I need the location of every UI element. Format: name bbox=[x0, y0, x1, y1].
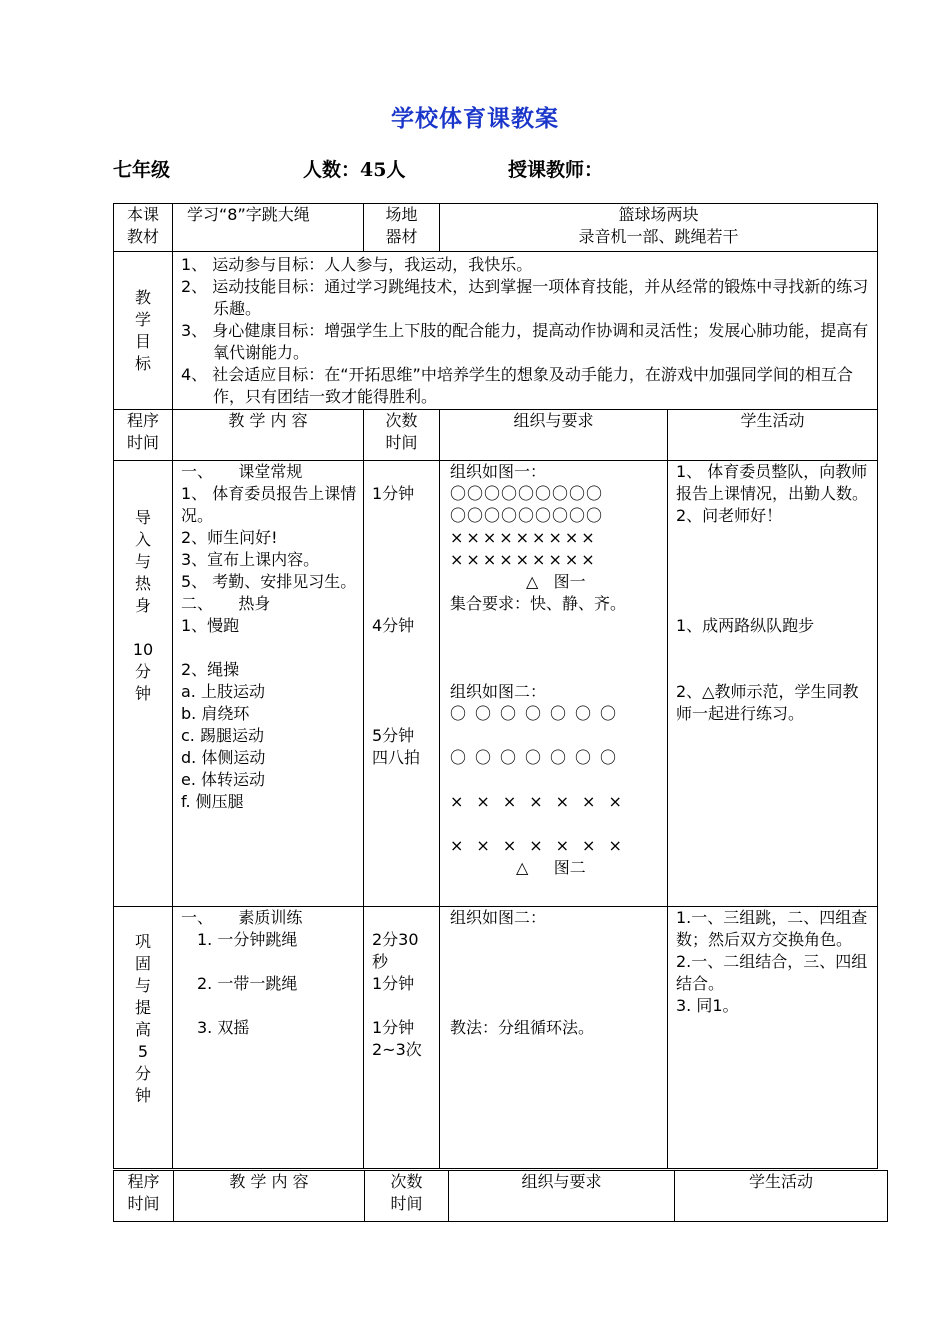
activity-item: 1.一、三组跳，二、四组查数；然后双方交换角色。 bbox=[676, 908, 868, 949]
section1-subitem: c. 踢腿运动 bbox=[181, 726, 264, 745]
page-title: 学校体育课教案 bbox=[391, 106, 559, 132]
col-header-count-text: 次数时间 bbox=[385, 411, 418, 452]
section1-time: 4分钟 bbox=[372, 616, 415, 635]
org-figure1-title: 组织如图一： bbox=[450, 462, 547, 481]
activity-item: 1、成两路纵队跑步 bbox=[676, 616, 815, 635]
org-figure1-caption: △ 图一 bbox=[526, 572, 586, 591]
venue-line-2: 录音机一部、跳绳若干 bbox=[578, 227, 739, 246]
activity-item: 2、△教师示范，学生同教师一起进行练习。 bbox=[676, 682, 859, 723]
continuation-header-table bbox=[113, 1170, 888, 1222]
section2-label-char: 与 bbox=[134, 976, 151, 995]
col-header-content: 教 学 内 容 bbox=[174, 1171, 365, 1222]
section1-subitem: a. 上肢运动 bbox=[181, 682, 265, 701]
section1-item: 2、绳操 bbox=[181, 660, 240, 679]
objective-item: 4、 社会适应目标：在“开拓思维”中培养学生的想象及动手能力，在游戏中加强同学间的相互合作，只有团结一致才能得胜利。 bbox=[181, 365, 853, 406]
section1-label-char: 分 bbox=[134, 662, 151, 681]
activity-item: 2、问老师好！ bbox=[676, 506, 783, 525]
objectives-list bbox=[173, 252, 878, 410]
objectives-label-char: 目 bbox=[134, 331, 151, 351]
section2-org bbox=[440, 907, 668, 1169]
org-figure1-row: 〇〇〇〇〇〇〇〇〇 bbox=[450, 484, 604, 503]
section1-subitem: f. 侧压腿 bbox=[181, 792, 244, 811]
section2-label-char: 5 bbox=[137, 1042, 149, 1061]
col-header-activity: 学生活动 bbox=[675, 1171, 888, 1222]
objectives-label-char: 教 bbox=[134, 287, 151, 307]
objective-item: 2、 运动技能目标：通过学习跳绳技术，达到掌握一项体育技能，并从经常的锻炼中寻找新的练习乐趣。 bbox=[181, 277, 869, 318]
section2-item: 1. 一分钟跳绳 bbox=[197, 930, 298, 949]
section1-item: 1、 体育委员报告上课情况。 bbox=[181, 484, 357, 525]
col-header-time bbox=[114, 410, 173, 461]
venue-value-cell bbox=[440, 204, 878, 252]
venue-label: 场地器材 bbox=[385, 205, 418, 246]
section2-time: 1分钟 bbox=[372, 974, 415, 993]
section1-time: 1分钟 bbox=[372, 484, 415, 503]
section1-label-char: 入 bbox=[134, 530, 151, 549]
org-figure1-row: 〇〇〇〇〇〇〇〇〇 bbox=[450, 506, 604, 525]
org-figure2-caption: △ 图二 bbox=[516, 858, 586, 877]
section1-item: 5、 考勤、安排见习生。 bbox=[181, 572, 357, 591]
section2-label-cell bbox=[114, 907, 173, 1169]
section2-label-char: 固 bbox=[134, 954, 151, 973]
activity-item: 1、 体育委员整队，向教师报告上课情况，出勤人数。 bbox=[676, 462, 869, 503]
section2-method: 教法：分组循环法。 bbox=[450, 1018, 595, 1037]
activity-item: 3. 同1。 bbox=[676, 996, 739, 1015]
objective-item: 1、 运动参与目标：人人参与，我运动，我快乐。 bbox=[181, 255, 533, 274]
org-figure2-title: 组织如图二： bbox=[450, 682, 547, 701]
col-header-time-text: 程序时间 bbox=[126, 411, 159, 452]
section2-activity bbox=[668, 907, 878, 1169]
col-header-time bbox=[114, 1171, 174, 1222]
org-figure1-row: ××××××××× bbox=[450, 550, 598, 569]
section2-item: 2. 一带一跳绳 bbox=[197, 974, 298, 993]
objective-item: 3、 身心健康目标：增强学生上下肢的配合能力，提高动作协调和灵活性；发展心肺功能，提高有氧代谢能力。 bbox=[181, 321, 869, 362]
col-header-content: 教 学 内 容 bbox=[173, 410, 364, 461]
section1-count bbox=[364, 461, 440, 907]
section2-item: 3. 双摇 bbox=[197, 1018, 250, 1037]
section2-org-title: 组织如图二： bbox=[450, 908, 547, 927]
section2-label-char: 巩 bbox=[134, 932, 151, 951]
section1-item: 1、慢跑 bbox=[181, 616, 240, 635]
section1-subitem: b. 肩绕环 bbox=[181, 704, 250, 723]
org-gather-requirement: 集合要求：快、静、齐。 bbox=[450, 594, 627, 613]
section1-label-cell bbox=[114, 461, 173, 907]
org-figure2-row: ××××××× bbox=[450, 836, 635, 855]
content-value: 学习“8”字跳大绳 bbox=[187, 205, 310, 224]
content-label-cell bbox=[114, 204, 173, 252]
student-count: 人数：45人 bbox=[303, 159, 406, 181]
section2-time: 1分钟 bbox=[372, 1018, 415, 1037]
section1-subitem: d. 体侧运动 bbox=[181, 748, 266, 767]
objectives-label-char: 标 bbox=[134, 353, 151, 373]
venue-label-cell bbox=[364, 204, 440, 252]
section1-label-char: 身 bbox=[134, 596, 151, 615]
col-header-org: 组织与要求 bbox=[440, 410, 668, 461]
col-header-activity: 学生活动 bbox=[668, 410, 878, 461]
section1-label-char: 10 bbox=[132, 640, 154, 659]
section2-label-char: 分 bbox=[134, 1064, 151, 1083]
section2-count bbox=[364, 907, 440, 1169]
section1-heading: 二、 热身 bbox=[181, 594, 271, 613]
section1-label-char: 导 bbox=[134, 508, 151, 527]
section1-time: 四八拍 bbox=[372, 748, 421, 767]
col-header-count bbox=[364, 410, 440, 461]
grade-label: 七年级 bbox=[113, 159, 171, 181]
section1-org bbox=[440, 461, 668, 907]
section1-heading: 一、 课堂常规 bbox=[181, 462, 303, 481]
org-figure2-row: 〇〇〇〇〇〇〇 bbox=[450, 704, 626, 723]
section1-activity bbox=[668, 461, 878, 907]
section1-time: 5分钟 bbox=[372, 726, 415, 745]
section1-item: 2、师生问好! bbox=[181, 528, 278, 547]
col-header-org: 组织与要求 bbox=[449, 1171, 675, 1222]
section2-content bbox=[173, 907, 364, 1169]
section2-label-char: 钟 bbox=[134, 1086, 151, 1105]
section2-time: 2分30秒 bbox=[372, 930, 419, 971]
teacher-label: 授课教师： bbox=[508, 159, 604, 181]
section2-label-char: 高 bbox=[134, 1020, 151, 1039]
section1-label-char: 与 bbox=[134, 552, 151, 571]
section1-label-char: 热 bbox=[134, 574, 151, 593]
org-figure1-row: ××××××××× bbox=[450, 528, 598, 547]
org-figure2-row: 〇〇〇〇〇〇〇 bbox=[450, 748, 626, 767]
col-header-time-text: 程序时间 bbox=[127, 1172, 160, 1213]
objectives-label-cell bbox=[114, 252, 173, 410]
objectives-label-char: 学 bbox=[134, 309, 151, 329]
content-value-cell bbox=[173, 204, 364, 252]
section1-content bbox=[173, 461, 364, 907]
section2-heading: 一、 素质训练 bbox=[181, 908, 303, 927]
section2-time: 2~3次 bbox=[372, 1040, 422, 1059]
section2-label-char: 提 bbox=[134, 998, 151, 1017]
col-header-count-text: 次数时间 bbox=[390, 1172, 423, 1213]
section1-label-char: 钟 bbox=[134, 684, 151, 703]
activity-item: 2.一、二组结合，三、四组结合。 bbox=[676, 952, 868, 993]
org-figure2-row: ××××××× bbox=[450, 792, 635, 811]
content-label: 本课教材 bbox=[126, 205, 159, 246]
lesson-plan-table bbox=[113, 203, 878, 1169]
section1-subitem: e. 体转运动 bbox=[181, 770, 266, 789]
venue-line-1: 篮球场两块 bbox=[618, 205, 699, 224]
col-header-count bbox=[365, 1171, 449, 1222]
section1-item: 3、宣布上课内容。 bbox=[181, 550, 320, 569]
